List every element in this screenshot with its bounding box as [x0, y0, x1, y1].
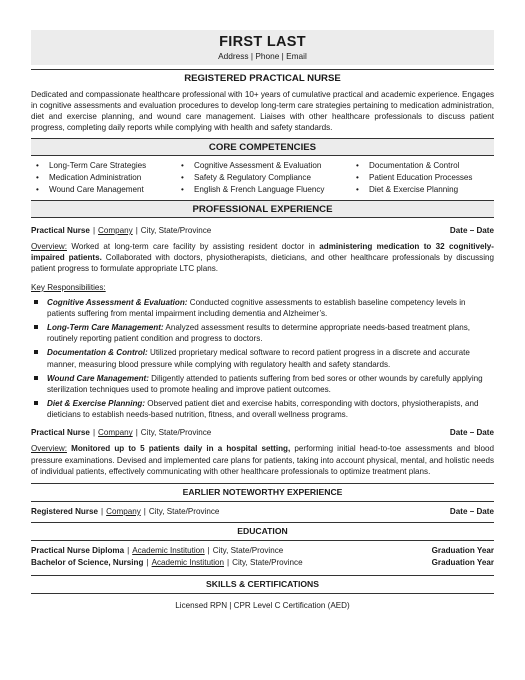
job-2-date: Date – Date [449, 428, 494, 438]
job-1-overview: Overview: Worked at long-term care facility by assisting resident doctor in administering medication to 32 cognitively-impaired patients. Collaborated with doctors, physiotherapists, dieticians, and other healthcare professionals by discussing patient progress to formulate appropriate LTC plans. [31, 242, 494, 274]
competency-item: • Diet & Exercise Planning [351, 184, 494, 196]
education-heading: EDUCATION [31, 522, 494, 541]
job-1-location: City, State/Province [140, 225, 212, 235]
competencies-column-1 [31, 160, 176, 196]
job-1-date: Date – Date [449, 225, 494, 235]
responsibility-list [31, 297, 494, 421]
name-header [31, 30, 494, 65]
earlier-job-line: Registered Nurse | Company | City, State/Province Date – Date [31, 506, 494, 516]
skills-heading: SKILLS & CERTIFICATIONS [31, 575, 494, 594]
earlier-job-company: Company [106, 506, 141, 516]
earlier-job-date: Date – Date [449, 506, 494, 516]
competencies-grid [31, 160, 494, 196]
summary-paragraph: Dedicated and compassionate healthcare professional with 10+ years of cumulative practical and academic experience. Engages in cognitive assessments and evaluation procedures to develop long-term care strategies pertaining to medication administration, diet and exercise planning, and wound care management. Liaises with other healthcare professionals to discuss patient progress, completing daily reports while complying with health and safety standards. [31, 89, 494, 133]
education-item: Bachelor of Science, Nursing | Academic Institution | City, State/Province Graduation Year [31, 557, 494, 567]
competency-item: • Long-Term Care Strategies [31, 160, 176, 172]
contact-line: Address | Phone | Email [218, 51, 307, 62]
competencies-column-3 [351, 160, 494, 196]
competency-item: • Patient Education Processes [351, 172, 494, 184]
competency-item: • Wound Care Management [31, 184, 176, 196]
education-list [31, 545, 494, 569]
competencies-heading: CORE COMPETENCIES [31, 138, 494, 156]
job-1-company: Company [98, 225, 133, 235]
responsibility-item: Long-Term Care Management: Analyzed assessment results to determine appropriate needs-based treatment plans, routinely reporting patient condition and progress to doctors. [31, 322, 494, 344]
experience-heading: PROFESSIONAL EXPERIENCE [31, 200, 494, 218]
earlier-job-title: Registered Nurse [31, 506, 99, 516]
competency-item: • Cognitive Assessment & Evaluation [176, 160, 351, 172]
candidate-name: FIRST LAST [219, 34, 306, 50]
competency-item: • Medication Administration [31, 172, 176, 184]
competency-item: • Safety & Regulatory Compliance [176, 172, 351, 184]
job-2-line: Practical Nurse | Company | City, State/Province Date – Date [31, 428, 494, 438]
earlier-experience-heading: EARLIER NOTEWORTHY EXPERIENCE [31, 483, 494, 502]
job-2-title: Practical Nurse [31, 428, 90, 438]
skills-line: Licensed RPN | CPR Level C Certification (AED) [175, 600, 350, 610]
responsibility-item: Cognitive Assessment & Evaluation: Conducted cognitive assessments to establish baseline competency levels in patients suffering from mental impairment including dementia and Alzheimer’s. [31, 297, 494, 319]
job-2-location: City, State/Province [140, 428, 212, 438]
job-1-title: Practical Nurse [31, 225, 90, 235]
responsibility-item: Wound Care Management: Diligently attended to patients suffering from bed sores or other wounds by carefully applying sterilization techniques used to promote healing and improve patient outcomes. [31, 373, 494, 395]
responsibility-item: Documentation & Control: Utilized proprietary medical software to record patient progress in a discrete and accurate manner, measuring blood pressure while complying with regulatory health and safety standards. [31, 347, 494, 369]
key-responsibilities-label: Key Responsibilities: [31, 282, 106, 292]
education-item: Practical Nurse Diploma | Academic Institution | City, State/Province Graduation Year [31, 545, 494, 555]
earlier-job-location: City, State/Province [148, 506, 220, 516]
competencies-column-2 [176, 160, 351, 196]
competency-item: • English & French Language Fluency [176, 184, 351, 196]
job-2-overview: Overview: Monitored up to 5 patients daily in a hospital setting, performing initial head-to-toe assessments and blood pressure examinations. Devised and implemented care plans for patients, taking into account physical, mental, and holistic needs of individual patients, effectively communicating with other healthcare professionals to optimize treatment plans. [31, 444, 495, 476]
job-1-line: Practical Nurse | Company | City, State/Province Date – Date [31, 225, 494, 235]
job-2-company: Company [98, 428, 133, 438]
competency-item: • Documentation & Control [351, 160, 494, 172]
resume-title: REGISTERED PRACTICAL NURSE [31, 69, 494, 86]
responsibility-item: Diet & Exercise Planning: Observed patient diet and exercise habits, corresponding with doctors, physiotherapists, and dieticians to establish needs-based nutrition, fitness, and overall wellness programs. [31, 398, 494, 420]
